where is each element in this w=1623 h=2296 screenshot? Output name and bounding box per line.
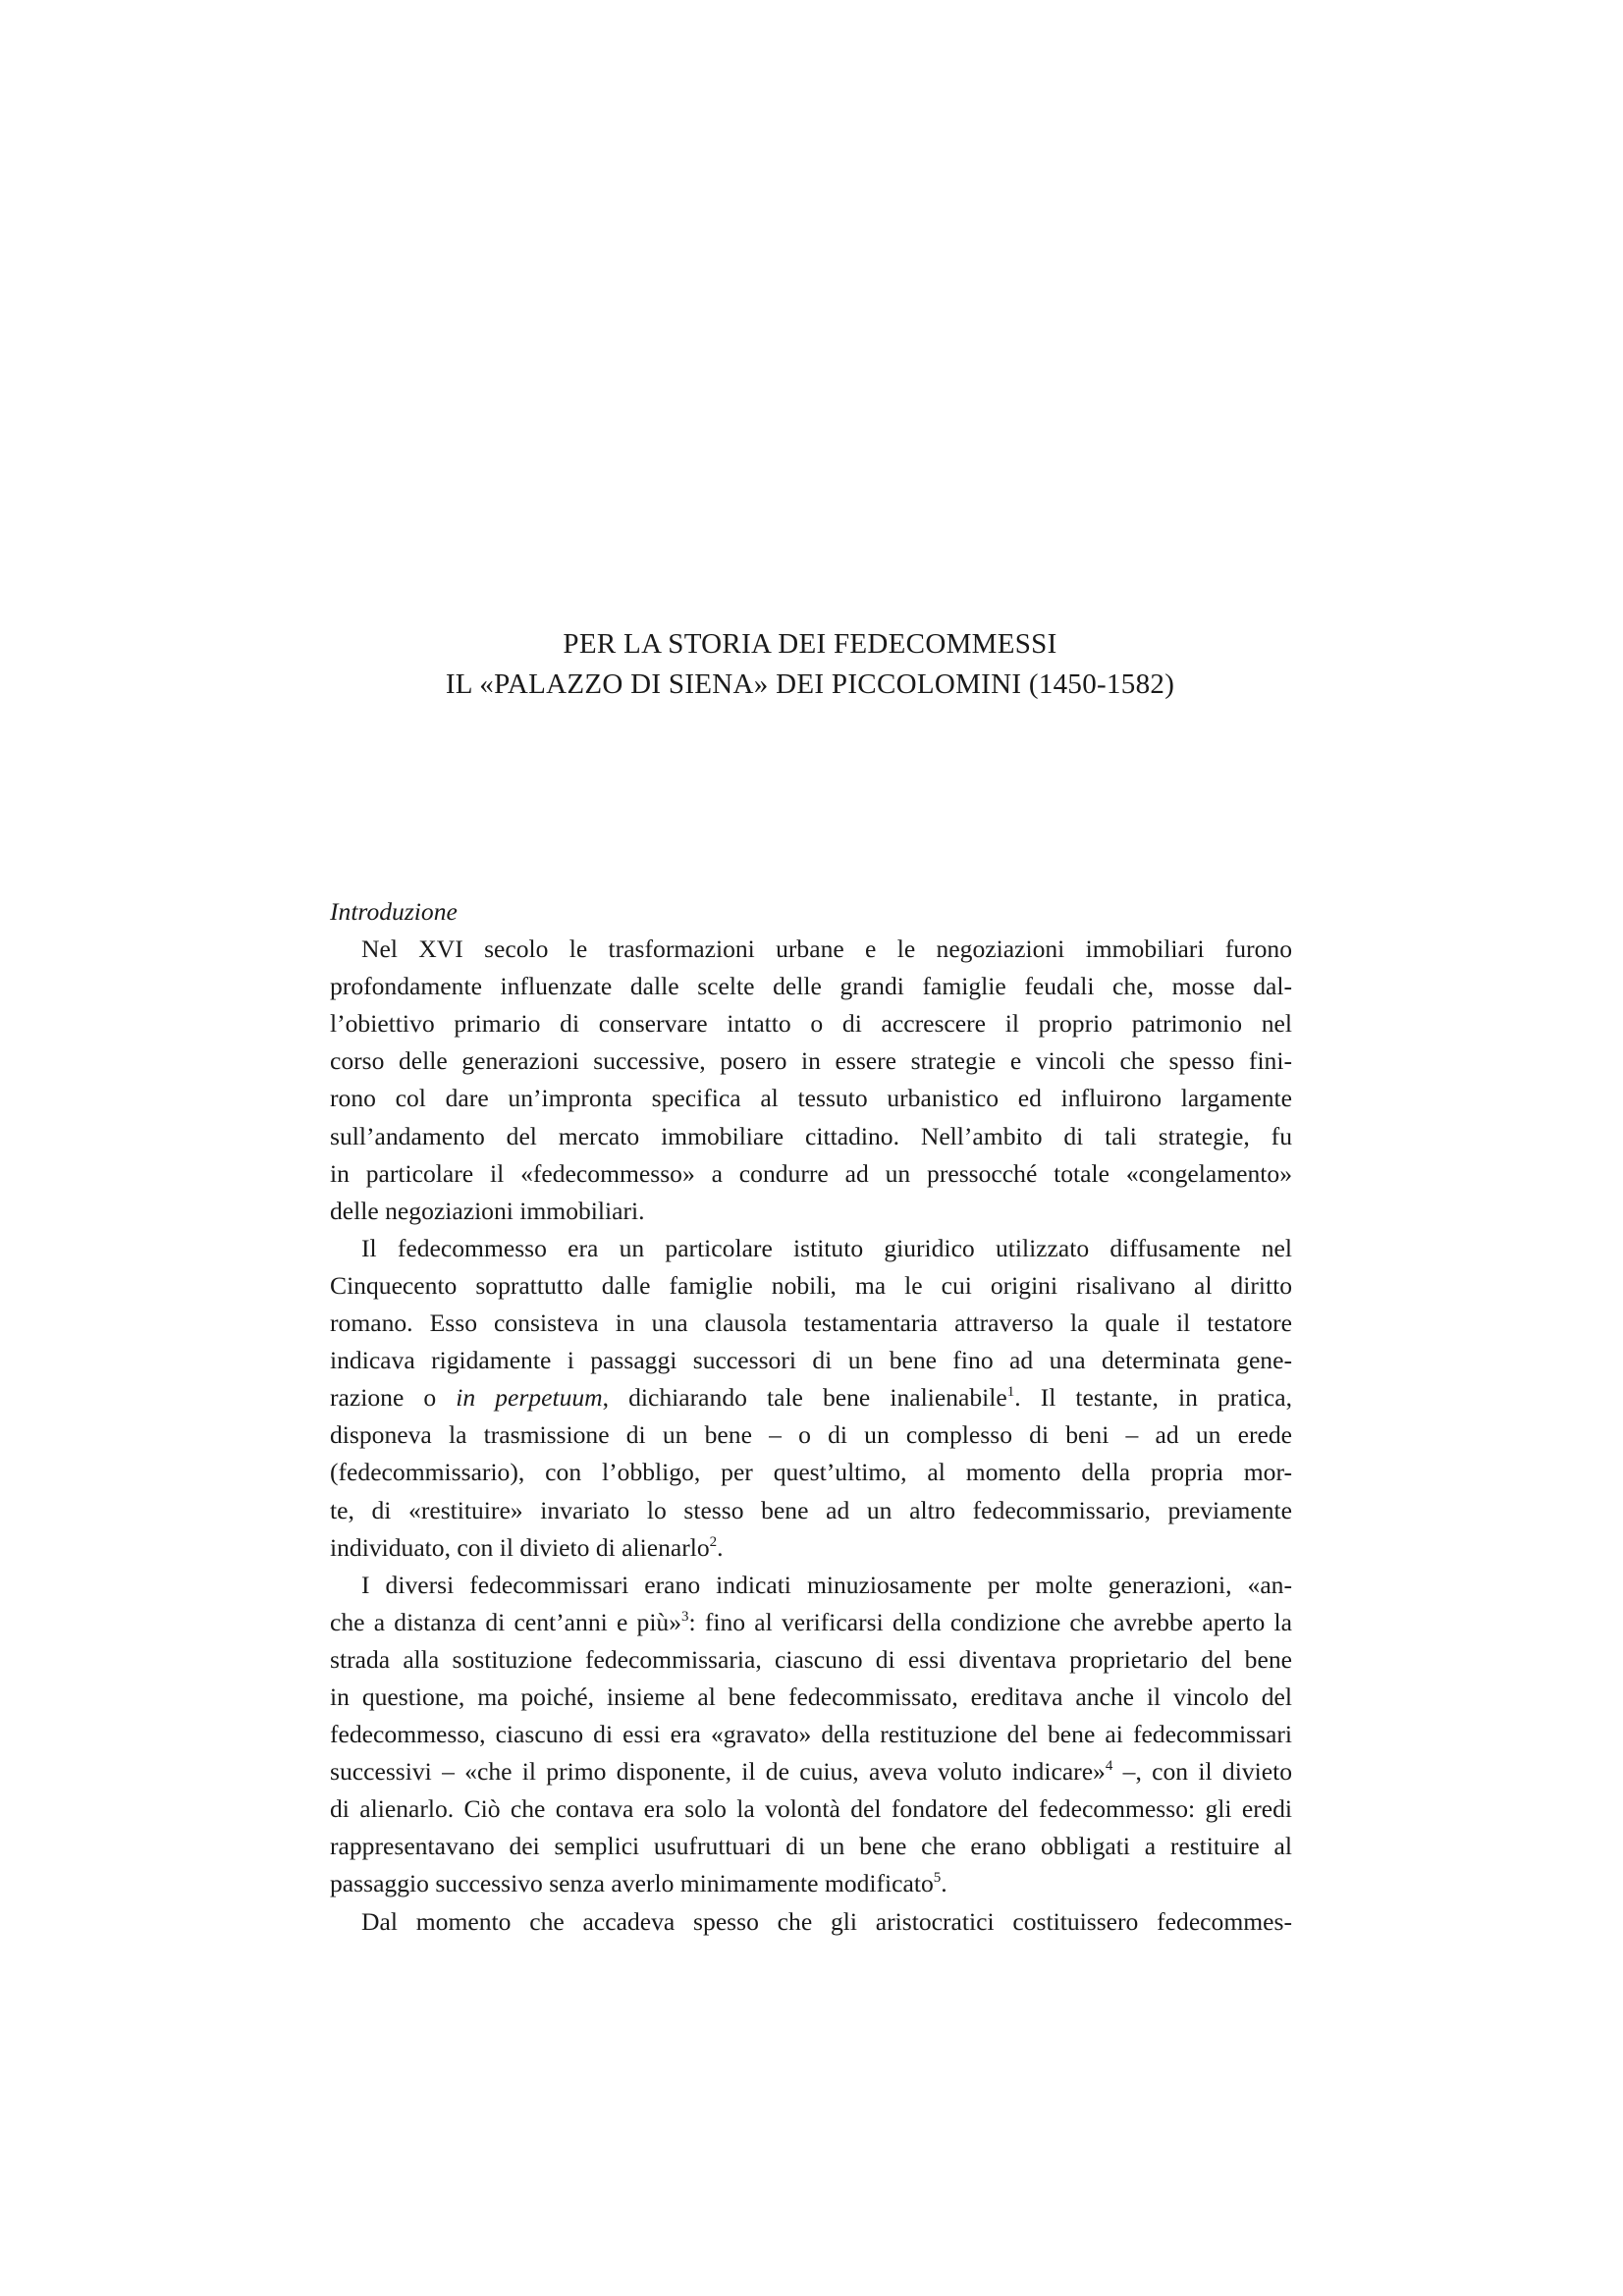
text-run: , dichiarando tale bene inalienabile bbox=[602, 1383, 1007, 1413]
paragraph-line: delle negoziazioni immobiliari. bbox=[330, 1196, 645, 1225]
body-text bbox=[330, 893, 1292, 1941]
paragraph-line bbox=[330, 1604, 1292, 1641]
paragraph-line: romano. Esso consisteva in una clausola testamentaria attraverso la quale il testatore bbox=[330, 1308, 1292, 1338]
text-run: : fino al verificarsi della condizione che avrebbe aperto la bbox=[688, 1607, 1292, 1636]
footnote-ref-4[interactable]: 4 bbox=[1105, 1758, 1113, 1775]
paragraph-line: rappresentavano dei semplici usufruttuari di un bene che erano obbligati a restituire al bbox=[330, 1832, 1292, 1861]
paragraph-4 bbox=[330, 1903, 1292, 1941]
paragraph-line: strada alla sostituzione fedecommissaria, ciascuno di essi diventava proprietario del bene bbox=[330, 1644, 1292, 1674]
paragraph-line: indicava rigidamente i passaggi successori di un bene fino ad una determinata gene- bbox=[330, 1346, 1292, 1375]
paragraph-line: te, di «restituire» invariato lo stesso bene ad un altro fedecommissario, previamente bbox=[330, 1495, 1292, 1524]
paragraph-line: (fedecommissario), con l’obbligo, per quest’ultimo, al momento della propria mor- bbox=[330, 1458, 1292, 1487]
title-line-1: PER LA STORIA DEI FEDECOMMESSI bbox=[563, 628, 1057, 660]
text-run: individuato, con il divieto di alienarlo bbox=[330, 1532, 710, 1562]
paragraph-line: in particolare il «fedecommesso» a condurre ad un pressocché totale «congelamento» bbox=[330, 1158, 1292, 1188]
paragraph-line: Dal momento che accadeva spesso che gli aristocratici costituissero fedecommes- bbox=[361, 1906, 1292, 1936]
chapter-title bbox=[329, 624, 1291, 705]
paragraph-line bbox=[330, 1529, 1292, 1567]
paragraph-2 bbox=[330, 1230, 1292, 1567]
paragraph-line: Cinquecento soprattutto dalle famiglie nobili, ma le cui origini risalivano al diritto bbox=[330, 1270, 1292, 1300]
text-run: . Il testante, in pratica, bbox=[1014, 1383, 1292, 1413]
paragraph-line: rono col dare un’impronta specifica al tessuto urbanistico ed influirono largamente bbox=[330, 1084, 1292, 1113]
paragraph-line: profondamente influenzate dalle scelte delle grandi famiglie feudali che, mosse dal- bbox=[330, 972, 1292, 1001]
paragraph-line: sull’andamento del mercato immobiliare cittadino. Nell’ambito di tali strategie, fu bbox=[330, 1121, 1292, 1150]
paragraph-line: Il fedecommesso era un particolare istituto giuridico utilizzato diffusamente nel bbox=[361, 1233, 1292, 1262]
footnote-ref-1[interactable]: 1 bbox=[1006, 1384, 1015, 1401]
paragraph-line: l’obiettivo primario di conservare intatto o di accrescere il proprio patrimonio nel bbox=[330, 1009, 1292, 1039]
text-run: . bbox=[941, 1869, 947, 1898]
paragraph-line: I diversi fedecommissari erano indicati minuziosamente per molte generazioni, «an- bbox=[361, 1570, 1292, 1599]
text-run: che a distanza di cent’anni e più» bbox=[330, 1607, 682, 1636]
paragraph-line: in questione, ma poiché, insieme al bene fedecommissato, ereditava anche il vincolo del bbox=[330, 1682, 1292, 1711]
footnote-ref-3[interactable]: 3 bbox=[681, 1608, 689, 1625]
paragraph-3 bbox=[330, 1567, 1292, 1903]
text-run: –, con il divieto bbox=[1112, 1757, 1292, 1787]
text-run: razione o bbox=[330, 1383, 457, 1413]
footnote-ref-5[interactable]: 5 bbox=[933, 1870, 942, 1887]
footnote-ref-2[interactable]: 2 bbox=[709, 1533, 718, 1550]
paragraph-line: fedecommesso, ciascuno di essi era «gravato» della restituzione del bene ai fedecommissari bbox=[330, 1720, 1292, 1749]
paragraph-line: disponeva la trasmissione di un bene – o di un complesso di beni – ad un erede bbox=[330, 1420, 1292, 1450]
paragraph-line: Nel XVI secolo le trasformazioni urbane e le negoziazioni immobiliari furono bbox=[361, 934, 1292, 964]
paragraph-line bbox=[330, 1865, 1292, 1902]
section-heading: Introduzione bbox=[330, 897, 458, 926]
title-line-2: IL «PALAZZO DI SIENA» DEI PICCOLOMINI (1450-1582) bbox=[445, 668, 1175, 700]
text-run: passaggio successivo senza averlo minimamente modificato bbox=[330, 1869, 934, 1898]
text-run: . bbox=[717, 1532, 724, 1562]
paragraph-line: di alienarlo. Ciò che contava era solo la volontà del fondatore del fedecommesso: gli eredi bbox=[330, 1794, 1292, 1824]
paragraph-1 bbox=[330, 931, 1292, 1230]
italic-term: in perpetuum bbox=[456, 1383, 603, 1413]
paragraph-line: corso delle generazioni successive, posero in essere strategie e vincoli che spesso fini- bbox=[330, 1046, 1292, 1076]
paragraph-line bbox=[330, 1379, 1292, 1416]
text-run: successivi – «che il primo disponente, il de cuius, aveva voluto indicare» bbox=[330, 1757, 1106, 1787]
paragraph-line bbox=[330, 1753, 1292, 1790]
